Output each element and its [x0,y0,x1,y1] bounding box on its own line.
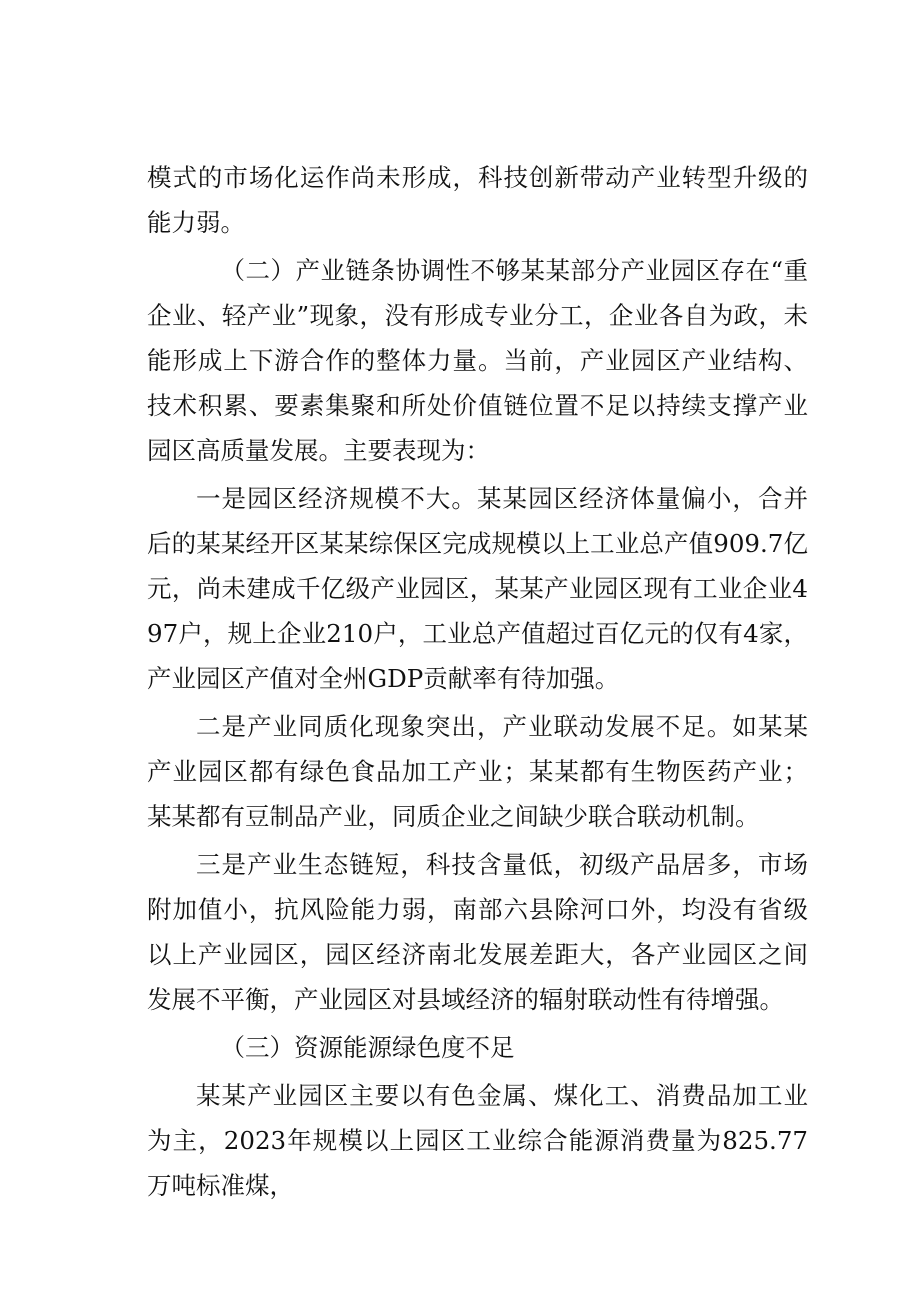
paragraph-continuation: 模式的市场化运作尚未形成，科技创新带动产业转型升级的能力弱。 [147,163,808,237]
section-heading-3: （三）资源能源绿色度不足 [220,1033,515,1062]
paragraph-point-2: 二是产业同质化现象突出，产业联动发展不足。如某某产业园区都有绿色食品加工产业；某某都有生物医药产业；某某都有豆制品产业，同质企业之间缺少联合联动机制。 [147,712,808,831]
section-heading-2: （二）产业链条协调性不够某某部分产业园区存在“重企业、轻产业”现象，没有形成专业分工，企业各自为政，未能形成上下游合作的整体力量。当前，产业园区产业结构、技术积累、要素集聚和所处价值链位置不足以持续支撑产业园区高质量发展。主要表现为： [147,256,808,465]
paragraph-energy: 某某产业园区主要以有色金属、煤化工、消费品加工业为主，2023年规模以上园区工业综合能源消费量为825.77万吨标准煤， [147,1081,808,1200]
paragraph-point-3: 三是产业生态链短，科技含量低，初级产品居多，市场附加值小，抗风险能力弱，南部六县除河口外，均没有省级以上产业园区，园区经济南北发展差距大，各产业园区之间发展不平衡，产业园区对县域经济的辐射联动性有待增强。 [147,850,808,1014]
paragraph-point-1: 一是园区经济规模不大。某某园区经济体量偏小，合并后的某某经开区某某综保区完成规模以上工业总产值909.7亿元，尚未建成千亿级产业园区，某某产业园区现有工业企业497户，规上企业210户，工业总产值超过百亿元的仅有4家，产业园区产值对全州GDP贡献率有待加强。 [147,484,808,693]
